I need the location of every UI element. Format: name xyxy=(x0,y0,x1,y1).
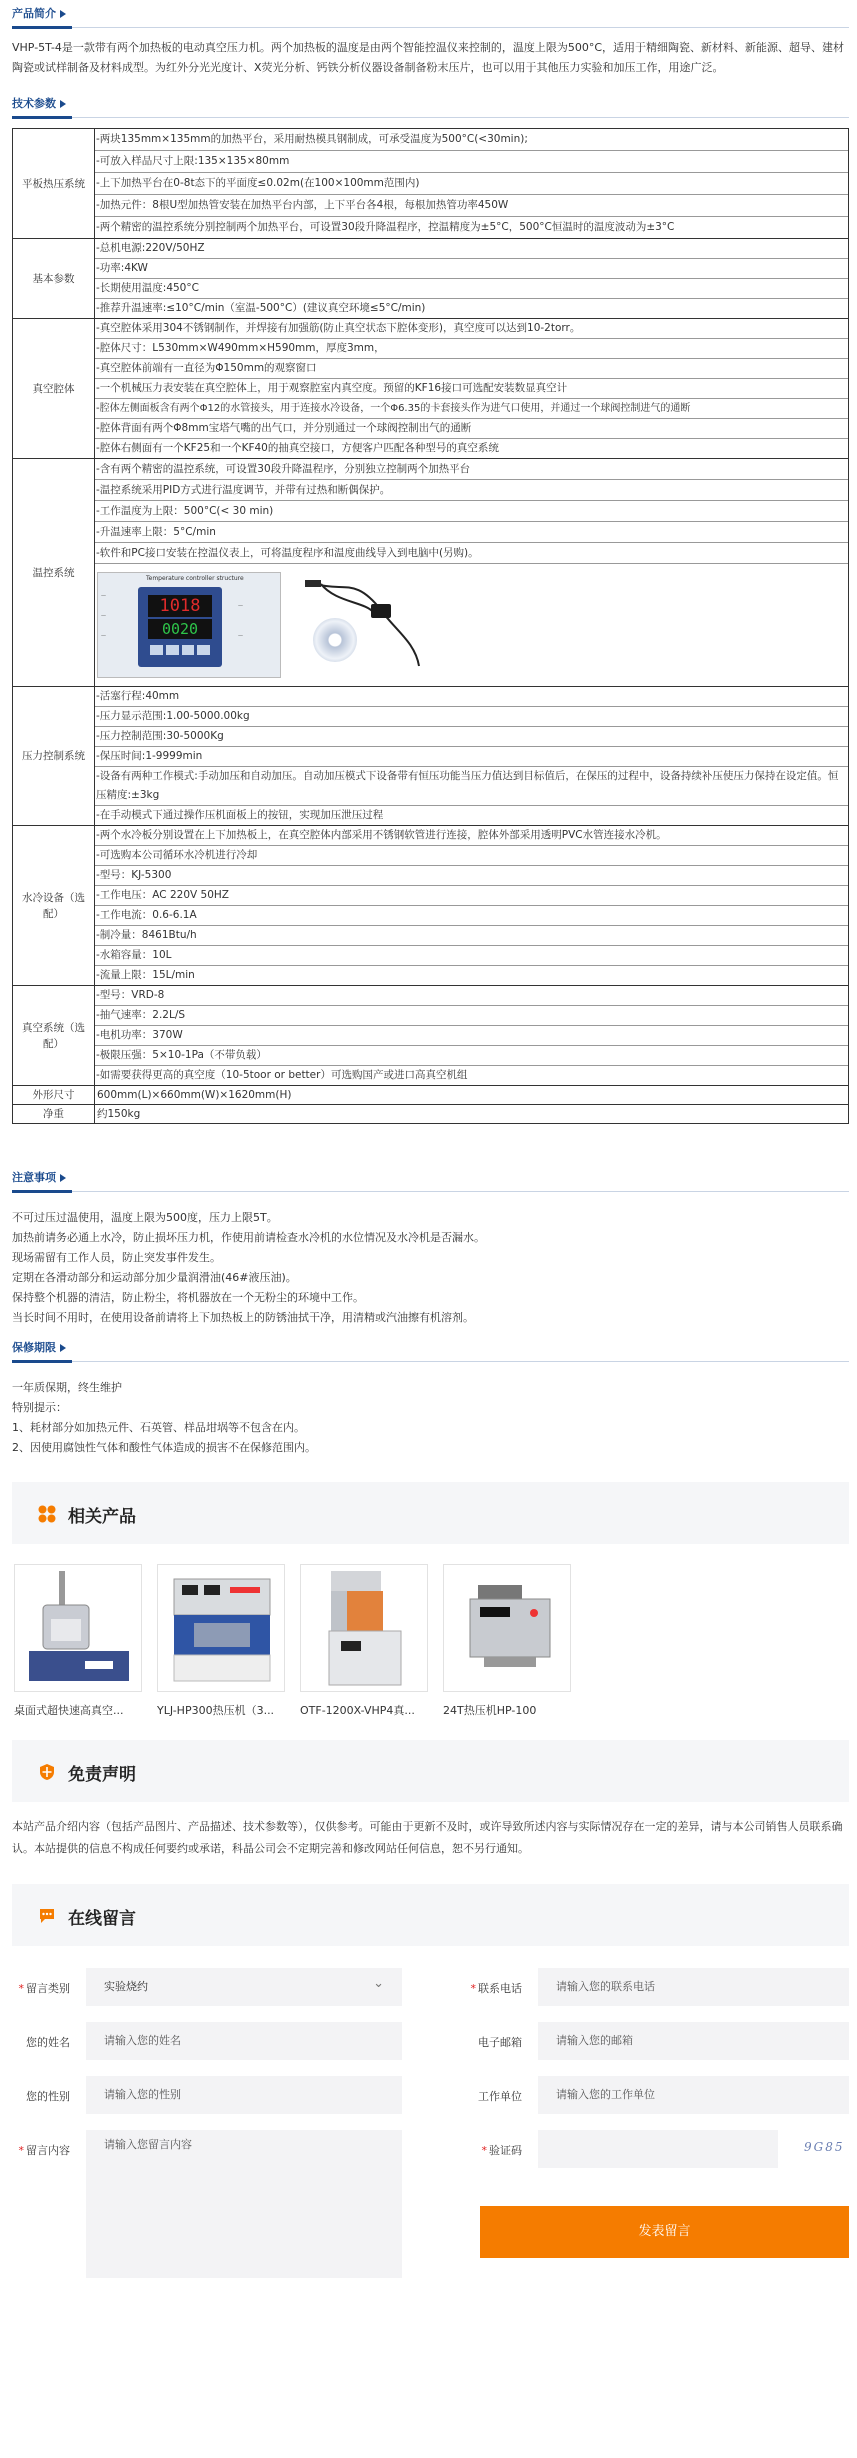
related-products-list xyxy=(12,1564,849,1718)
spec-line: -制冷量：8461Btu/h xyxy=(95,926,848,946)
email-input[interactable]: 请输入您的邮箱 xyxy=(538,2022,849,2060)
spec-label: 水冷设备（选配） xyxy=(13,826,95,986)
spec-line: -保压时间:1-9999min xyxy=(95,747,848,767)
chat-icon xyxy=(38,1907,56,1925)
shield-icon xyxy=(38,1763,56,1781)
spec-line: -可放入样品尺寸上限:135×135×80mm xyxy=(95,151,848,173)
captcha-image[interactable]: 9G85 xyxy=(804,2140,845,2154)
submit-label: 发表留言 xyxy=(638,2224,691,2239)
captcha-input[interactable] xyxy=(538,2130,778,2168)
content-textarea[interactable]: 请输入您留言内容 xyxy=(86,2130,402,2278)
spec-row xyxy=(13,459,849,687)
disclaimer-header xyxy=(12,1740,849,1802)
spec-label: 真空系统（选配） xyxy=(13,986,95,1086)
spec-line: -腔体背面有两个Φ8mm宝塔气嘴的出气口，并分别通过一个球阀控制出气的通断 xyxy=(95,419,848,439)
spec-table xyxy=(12,128,849,1124)
related-products-header xyxy=(12,1482,849,1544)
controller-display-pv: 1018 xyxy=(148,595,212,617)
name-input[interactable]: 请输入您的姓名 xyxy=(86,2022,402,2060)
product-image[interactable] xyxy=(300,1564,428,1692)
diagram-caption: Temperature controller structure xyxy=(146,575,244,582)
spec-row xyxy=(13,986,849,1086)
grid-icon xyxy=(38,1505,56,1523)
spec-line: -加热元件：8根U型加热管安装在加热平台内部，上下平台各4根，每根加热管功率450W xyxy=(95,195,848,217)
spec-line: -水箱容量：10L xyxy=(95,946,848,966)
spec-label: 平板热压系统 xyxy=(13,129,95,239)
spec-line: -可选购本公司循环水冷机进行冷却 xyxy=(95,846,848,866)
section-underline xyxy=(12,116,72,119)
product-photo-1 xyxy=(15,1565,142,1692)
cable-icon xyxy=(295,572,427,678)
usb-plug-icon xyxy=(305,580,321,587)
section-title: 保修期限 xyxy=(12,1339,66,1355)
spec-line: 约150kg xyxy=(95,1105,849,1124)
spec-line: 600mm(L)×660mm(W)×1620mm(H) xyxy=(95,1086,849,1105)
spec-row xyxy=(13,687,849,826)
card-title: 相关产品 xyxy=(68,1507,136,1527)
content-label: * 留言内容 xyxy=(18,2144,70,2157)
spec-row xyxy=(13,129,849,239)
submit-button[interactable] xyxy=(480,2206,849,2258)
product-name[interactable]: YLJ-HP300热压机（3... xyxy=(157,1704,275,1717)
notes-line: 加热前请务必通上水冷，防止损坏压力机，作使用前请检查水冷机的水位情况及水冷机是否漏水。 xyxy=(12,1231,485,1244)
notes-line: 保持整个机器的清洁，防止粉尘，将机器放在一个无粉尘的环境中工作。 xyxy=(12,1291,364,1304)
spec-row xyxy=(13,1086,849,1105)
spec-line: -两个精密的温控系统分别控制两个加热平台，可设置30段升降温程序，控温精度为±5°C，500°C恒温时的温度波动为±3°C xyxy=(96,221,675,233)
spec-line: -型号：VRD-8 xyxy=(95,986,848,1006)
intro-text: VHP-5T-4是一款带有两个加热板的电动真空压力机。两个加热板的温度是由两个智能控温仪来控制的，温度上限为500°C，适用于精细陶瓷、新材料、新能源、超导、建材陶瓷或试样制备及材料成型。为红外分光光度计、X荧光分析、钙铁分析仪器设备制备粉末压片，也可以用于其他压力实验和加压工作，用途广泛。 xyxy=(12,41,845,74)
spec-line: -腔体右侧面有一个KF25和一个KF40的抽真空接口，方便客户匹配各种型号的真空系统 xyxy=(96,442,499,454)
notes-line: 定期在各滑动部分和运动部分加少量润滑油(46#液压油)。 xyxy=(12,1271,297,1284)
section-title: 技术参数 xyxy=(12,95,66,111)
section-header-intro xyxy=(12,0,849,28)
section-header-spec xyxy=(12,90,849,118)
spec-line: -含有两个精密的温控系统，可设置30段升降温程序，分别独立控制两个加热平台 xyxy=(95,459,848,480)
product-image[interactable] xyxy=(14,1564,142,1692)
gender-input[interactable]: 请输入您的性别 xyxy=(86,2076,402,2114)
category-value: 实验烧约 xyxy=(104,1980,148,1993)
spec-line: -型号：KJ-5300 xyxy=(95,866,848,886)
product-photo-2 xyxy=(158,1565,285,1692)
message-header xyxy=(12,1884,849,1946)
spec-line: -软件和PC接口安装在控温仪表上，可将温度程序和温度曲线导入到电脑中(另购)。 xyxy=(95,543,848,564)
warranty-list xyxy=(12,1378,849,1458)
message-form xyxy=(12,1968,849,2288)
card-title: 免责声明 xyxy=(68,1765,136,1785)
spec-label: 温控系统 xyxy=(13,459,95,687)
section-underline xyxy=(12,1360,72,1363)
spec-label: 外形尺寸 xyxy=(13,1086,95,1105)
company-label: 工作单位 xyxy=(478,2090,522,2103)
product-photo-3 xyxy=(301,1565,428,1692)
product-name[interactable]: 24T热压机HP-100 xyxy=(443,1704,537,1717)
spec-line: -真空腔体采用304不锈钢制作，并焊接有加强筋(防止真空状态下腔体变形)，真空度可以达到10-2torr。 xyxy=(95,319,848,339)
spec-line: -工作电压：AC 220V 50HZ xyxy=(95,886,848,906)
diagram-callout: — xyxy=(238,603,243,609)
spec-line: -真空腔体前端有一直径为Φ150mm的观察窗口 xyxy=(95,359,848,379)
temperature-controller-images xyxy=(95,564,848,686)
spec-line: -推荐升温速率:≤10°C/min（室温-500°C）(建议真空环境≤5°C/min) xyxy=(96,302,426,314)
section-header-notes xyxy=(12,1164,849,1192)
warranty-line: 2、因使用腐蚀性气体和酸性气体造成的损害不在保修范围内。 xyxy=(12,1441,316,1454)
notes-line: 当长时间不用时，在使用设备前请将上下加热板上的防锈油拭干净，用清精或汽油擦有机溶剂。 xyxy=(12,1311,474,1324)
spec-line: -升温速率上限：5°C/min xyxy=(95,522,848,543)
spec-line: -工作温度为上限：500°C(< 30 min) xyxy=(95,501,848,522)
phone-label: * 联系电话 xyxy=(470,1982,522,1995)
product-image[interactable] xyxy=(443,1564,571,1692)
spec-line: -工作电流：0.6-6.1A xyxy=(95,906,848,926)
name-label: 您的姓名 xyxy=(26,2036,70,2049)
gender-label: 您的性别 xyxy=(26,2090,70,2103)
notes-line: 不可过压过温使用，温度上限为500度，压力上限5T。 xyxy=(12,1211,278,1224)
diagram-callout: — xyxy=(101,593,106,599)
spec-line: -在手动模式下通过操作压机面板上的按钮，实现加压泄压过程 xyxy=(96,809,384,821)
warranty-line: 一年质保期，终生维护 xyxy=(12,1381,122,1394)
spec-line: -上下加热平台在0-8t态下的平面度≤0.02m(在100×100mm范围内) xyxy=(95,173,848,195)
section-title: 产品简介 xyxy=(12,5,66,21)
category-select[interactable] xyxy=(86,1968,402,2006)
spec-line: -如需要获得更高的真空度（10-5toor or better）可选购国产或进口高真空机组 xyxy=(96,1069,468,1081)
spec-line: -电机功率：370W xyxy=(95,1026,848,1046)
spec-row xyxy=(13,826,849,986)
diagram-callout: — xyxy=(101,613,106,619)
spec-line: -活塞行程:40mm xyxy=(95,687,848,707)
phone-input[interactable]: 请输入您的联系电话 xyxy=(538,1968,849,2006)
section-title: 注意事项 xyxy=(12,1169,66,1185)
spec-line: -流量上限：15L/min xyxy=(96,969,195,981)
spec-line: -两个水冷板分别设置在上下加热板上，在真空腔体内部采用不锈钢软管进行连接，腔体外部采用透明PVC水管连接水冷机。 xyxy=(95,826,848,846)
spec-row xyxy=(13,239,849,319)
email-label: 电子邮箱 xyxy=(478,2036,522,2049)
product-card[interactable] xyxy=(14,1564,144,1718)
spec-line: -两块135mm×135mm的加热平台，采用耐热模具钢制成，可承受温度为500°C(<30min); xyxy=(95,129,848,151)
product-photo-4 xyxy=(444,1565,571,1692)
captcha-label: * 验证码 xyxy=(481,2144,522,2157)
usb-cable-and-cd-image xyxy=(295,572,427,678)
spec-line: -极限压强：5×10-1Pa（不带负载） xyxy=(95,1046,848,1066)
spec-label: 净重 xyxy=(13,1105,95,1124)
spec-line: -长期使用温度:450°C xyxy=(95,279,848,299)
product-card[interactable] xyxy=(157,1564,287,1718)
spec-line: -腔体左侧面板含有两个Φ12的水管接头，用于连接水冷设备，一个Φ6.35的卡套接头作为进气口使用，并通过一个球阀控制进气的通断 xyxy=(95,399,848,419)
temperature-controller-diagram xyxy=(97,572,281,678)
usb-adapter-icon xyxy=(371,604,391,618)
cd-icon xyxy=(313,618,357,662)
product-name[interactable]: 桌面式超快速高真空... xyxy=(14,1704,124,1717)
section-underline xyxy=(12,26,72,29)
product-card[interactable] xyxy=(300,1564,430,1718)
warranty-line: 1、耗材部分如加热元件、石英管、样品坩埚等不包含在内。 xyxy=(12,1421,305,1434)
card-title: 在线留言 xyxy=(68,1909,136,1929)
product-card[interactable] xyxy=(443,1564,573,1718)
spec-line: -总机电源:220V/50HZ xyxy=(95,239,848,259)
spec-line: -压力显示范围:1.00-5000.00kg xyxy=(95,707,848,727)
spec-row xyxy=(13,1105,849,1124)
spec-label: 真空腔体 xyxy=(13,319,95,459)
spec-row xyxy=(13,319,849,459)
notes-list xyxy=(12,1208,849,1328)
notes-line: 现场需留有工作人员，防止突发事件发生。 xyxy=(12,1251,221,1264)
section-header-warranty xyxy=(12,1334,849,1362)
product-name[interactable]: OTF-1200X-VHP4真... xyxy=(300,1704,415,1717)
section-underline xyxy=(12,1190,72,1193)
controller-display-sv: 0020 xyxy=(148,619,212,639)
spec-label: 基本参数 xyxy=(13,239,95,319)
diagram-callout: — xyxy=(101,633,106,639)
spec-line: -功率:4KW xyxy=(95,259,848,279)
spec-line: -抽气速率：2.2L/S xyxy=(95,1006,848,1026)
spec-line: -腔体尺寸：L530mm×W490mm×H590mm，厚度3mm， xyxy=(95,339,848,359)
disclaimer-text: 本站产品介绍内容（包括产品图片、产品描述、技术参数等），仅供参考。可能由于更新不及时，或许导致所述内容与实际情况存在一定的差异，请与本公司销售人员联系确认。本站提供的信息不构成任何要约或承诺，科晶公司会不定期完善和修改网站任何信息，恕不另行通知。 xyxy=(12,1820,843,1855)
company-input[interactable]: 请输入您的工作单位 xyxy=(538,2076,849,2114)
controller-buttons xyxy=(150,645,210,655)
spec-line: -设备有两种工作模式:手动加压和自动加压。自动加压模式下设备带有恒压功能当压力值达到目标值后，在保压的过程中，设备持续补压使压力保持在设定值。恒压精度:±3kg xyxy=(95,767,848,806)
warranty-line: 特别提示： xyxy=(12,1401,67,1414)
diagram-callout: — xyxy=(238,633,243,639)
spec-label: 压力控制系统 xyxy=(13,687,95,826)
spec-line: -一个机械压力表安装在真空腔体上，用于观察腔室内真空度。预留的KF16接口可选配安装数显真空计 xyxy=(95,379,848,399)
spec-line: -温控系统采用PID方式进行温度调节，并带有过热和断偶保护。 xyxy=(95,480,848,501)
product-image[interactable] xyxy=(157,1564,285,1692)
category-label: * 留言类别 xyxy=(18,1982,70,1995)
spec-line: -压力控制范围:30-5000Kg xyxy=(95,727,848,747)
